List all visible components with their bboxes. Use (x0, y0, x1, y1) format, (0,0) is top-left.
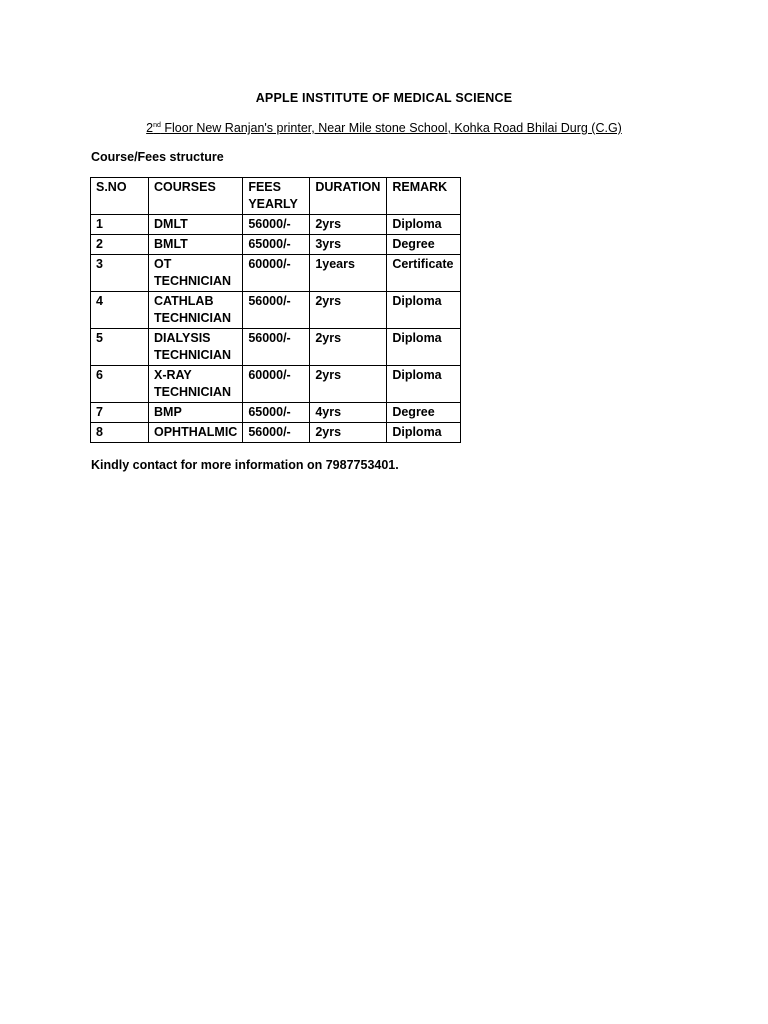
table-row (91, 423, 461, 443)
cell-sno: 6 (91, 366, 149, 403)
header-duration: DURATION (310, 178, 387, 215)
section-label: Course/Fees structure (91, 150, 224, 164)
cell-sno: 3 (91, 255, 149, 292)
cell-course: CATHLAB TECHNICIAN (149, 292, 243, 329)
cell-remark: Diploma (387, 329, 461, 366)
cell-course: BMP (149, 403, 243, 423)
cell-course: OPHTHALMIC (149, 423, 243, 443)
cell-sno: 8 (91, 423, 149, 443)
cell-sno: 2 (91, 235, 149, 255)
header-remark: REMARK (387, 178, 461, 215)
cell-remark: Certificate (387, 255, 461, 292)
address-ordinal-suffix: nd (153, 121, 161, 129)
cell-duration: 4yrs (310, 403, 387, 423)
table-row (91, 215, 461, 235)
cell-duration: 2yrs (310, 366, 387, 403)
header-courses: COURSES (149, 178, 243, 215)
cell-remark: Degree (387, 403, 461, 423)
cell-duration: 2yrs (310, 292, 387, 329)
cell-fees: 60000/- (243, 366, 310, 403)
cell-remark: Diploma (387, 423, 461, 443)
cell-course: OT TECHNICIAN (149, 255, 243, 292)
cell-duration: 3yrs (310, 235, 387, 255)
cell-course: DIALYSIS TECHNICIAN (149, 329, 243, 366)
cell-remark: Degree (387, 235, 461, 255)
cell-course: X-RAY TECHNICIAN (149, 366, 243, 403)
cell-sno: 7 (91, 403, 149, 423)
cell-fees: 56000/- (243, 215, 310, 235)
cell-fees: 65000/- (243, 403, 310, 423)
table-row (91, 329, 461, 366)
cell-sno: 4 (91, 292, 149, 329)
table-row (91, 366, 461, 403)
cell-duration: 2yrs (310, 423, 387, 443)
table-header-row (91, 178, 461, 215)
cell-remark: Diploma (387, 292, 461, 329)
header-sno: S.NO (91, 178, 149, 215)
table-row (91, 292, 461, 329)
cell-duration: 2yrs (310, 329, 387, 366)
institute-address (0, 121, 768, 135)
table-row (91, 235, 461, 255)
cell-duration: 1years (310, 255, 387, 292)
contact-info: Kindly contact for more information on 7987753401. (91, 458, 399, 472)
table-row (91, 403, 461, 423)
cell-sno: 5 (91, 329, 149, 366)
cell-course: BMLT (149, 235, 243, 255)
table-row (91, 255, 461, 292)
fees-table (90, 177, 461, 443)
cell-fees: 60000/- (243, 255, 310, 292)
address-floor-number: 2 (146, 121, 154, 135)
cell-fees: 65000/- (243, 235, 310, 255)
cell-sno: 1 (91, 215, 149, 235)
cell-duration: 2yrs (310, 215, 387, 235)
header-fees-yearly: FEES YEARLY (243, 178, 310, 215)
cell-remark: Diploma (387, 215, 461, 235)
cell-fees: 56000/- (243, 423, 310, 443)
cell-fees: 56000/- (243, 292, 310, 329)
cell-course: DMLT (149, 215, 243, 235)
cell-remark: Diploma (387, 366, 461, 403)
address-text: Floor New Ranjan's printer, Near Mile stone School, Kohka Road Bhilai Durg (C.G) (160, 121, 622, 135)
document-title: APPLE INSTITUTE OF MEDICAL SCIENCE (255, 91, 513, 105)
cell-fees: 56000/- (243, 329, 310, 366)
